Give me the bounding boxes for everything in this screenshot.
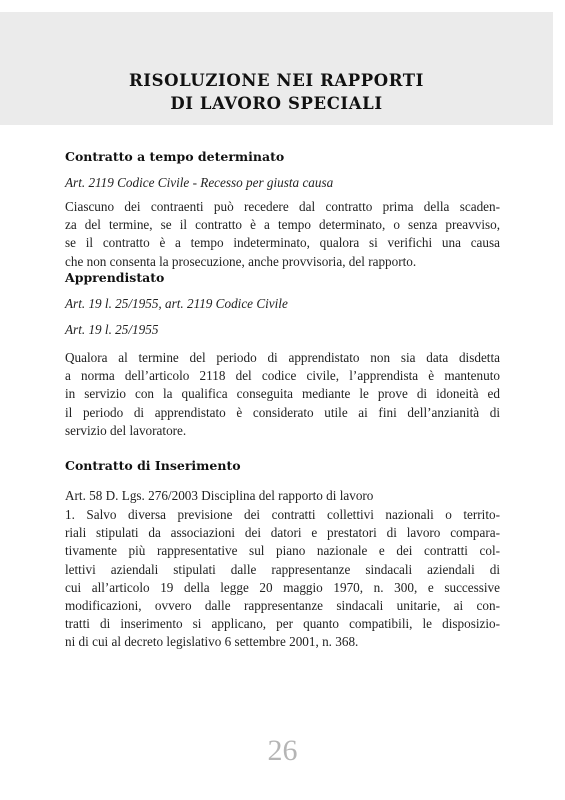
paragraph-line: se il contratto è a tempo indeterminato, qualora si verifichi una causa	[65, 235, 500, 251]
paragraph-line: tratti di inserimento si applicano, per quanto compatibili, le disposizio-	[65, 616, 500, 632]
paragraph-line: riali stipulati da associazioni dei datori e prestatori di lavoro compara-	[65, 525, 500, 541]
paragraph-line: cui all’articolo 19 della legge 20 maggio 1970, n. 300, e successive	[65, 579, 500, 595]
section-paragraph	[65, 506, 500, 652]
legal-reference: Art. 19 l. 25/1955, art. 2119 Codice Civile	[65, 296, 288, 311]
paragraph-line: che non consenta la prosecuzione, anche provvisoria, del rapporto.	[65, 253, 417, 269]
paragraph-line: in servizio con la qualifica conseguita mediante le prove di idoneità ed	[65, 386, 500, 402]
legal-reference: Art. 19 l. 25/1955	[65, 322, 159, 337]
article-title: Art. 58 D. Lgs. 276/2003 Disciplina del rapporto di lavoro	[65, 488, 374, 503]
section-heading-contratto-tempo-determinato: Contratto a tempo determinato	[65, 149, 285, 164]
page-title-line-1: RISOLUZIONE NEI RAPPORTI	[129, 71, 424, 90]
legal-reference: Art. 2119 Codice Civile - Recesso per giusta causa	[65, 175, 334, 190]
paragraph-line: za del termine, se il contratto è a tempo determinato, o senza preavviso,	[65, 217, 500, 233]
section-heading-contratto-inserimento: Contratto di Inserimento	[65, 458, 241, 473]
paragraph-line: 1. Salvo diversa previsione dei contratti collettivi nazionali o territo-	[65, 507, 500, 522]
paragraph-line: Ciascuno dei contraenti può recedere dal contratto prima della scaden-	[65, 199, 500, 214]
paragraph-line: il periodo di apprendistato è considerato utile ai fini dell’anzianità di	[65, 404, 500, 420]
paragraph-line: ni di cui al decreto legislativo 6 settembre 2001, n. 368.	[65, 634, 359, 650]
section-paragraph	[65, 349, 500, 440]
paragraph-line: a norma dell’articolo 2118 del codice civile, l’apprendista è mantenuto	[65, 368, 500, 384]
paragraph-line: servizio del lavoratore.	[65, 422, 187, 438]
page-number: 26	[267, 734, 298, 767]
paragraph-line: lettivi aziendali stipulati dalle rappresentanze sindacali aziendali di	[65, 561, 500, 577]
section-paragraph	[65, 198, 500, 271]
page-title-line-2: DI LAVORO SPECIALI	[170, 94, 383, 113]
paragraph-line: Qualora al termine del periodo di apprendistato non sia data disdetta	[65, 350, 500, 365]
section-heading-apprendistato: Apprendistato	[65, 270, 165, 285]
paragraph-line: modificazioni, ovvero dalle rappresentanze sindacali unitarie, ai con-	[65, 597, 500, 613]
paragraph-line: tivamente più rappresentative sul piano nazionale e dei contratti col-	[65, 543, 500, 559]
